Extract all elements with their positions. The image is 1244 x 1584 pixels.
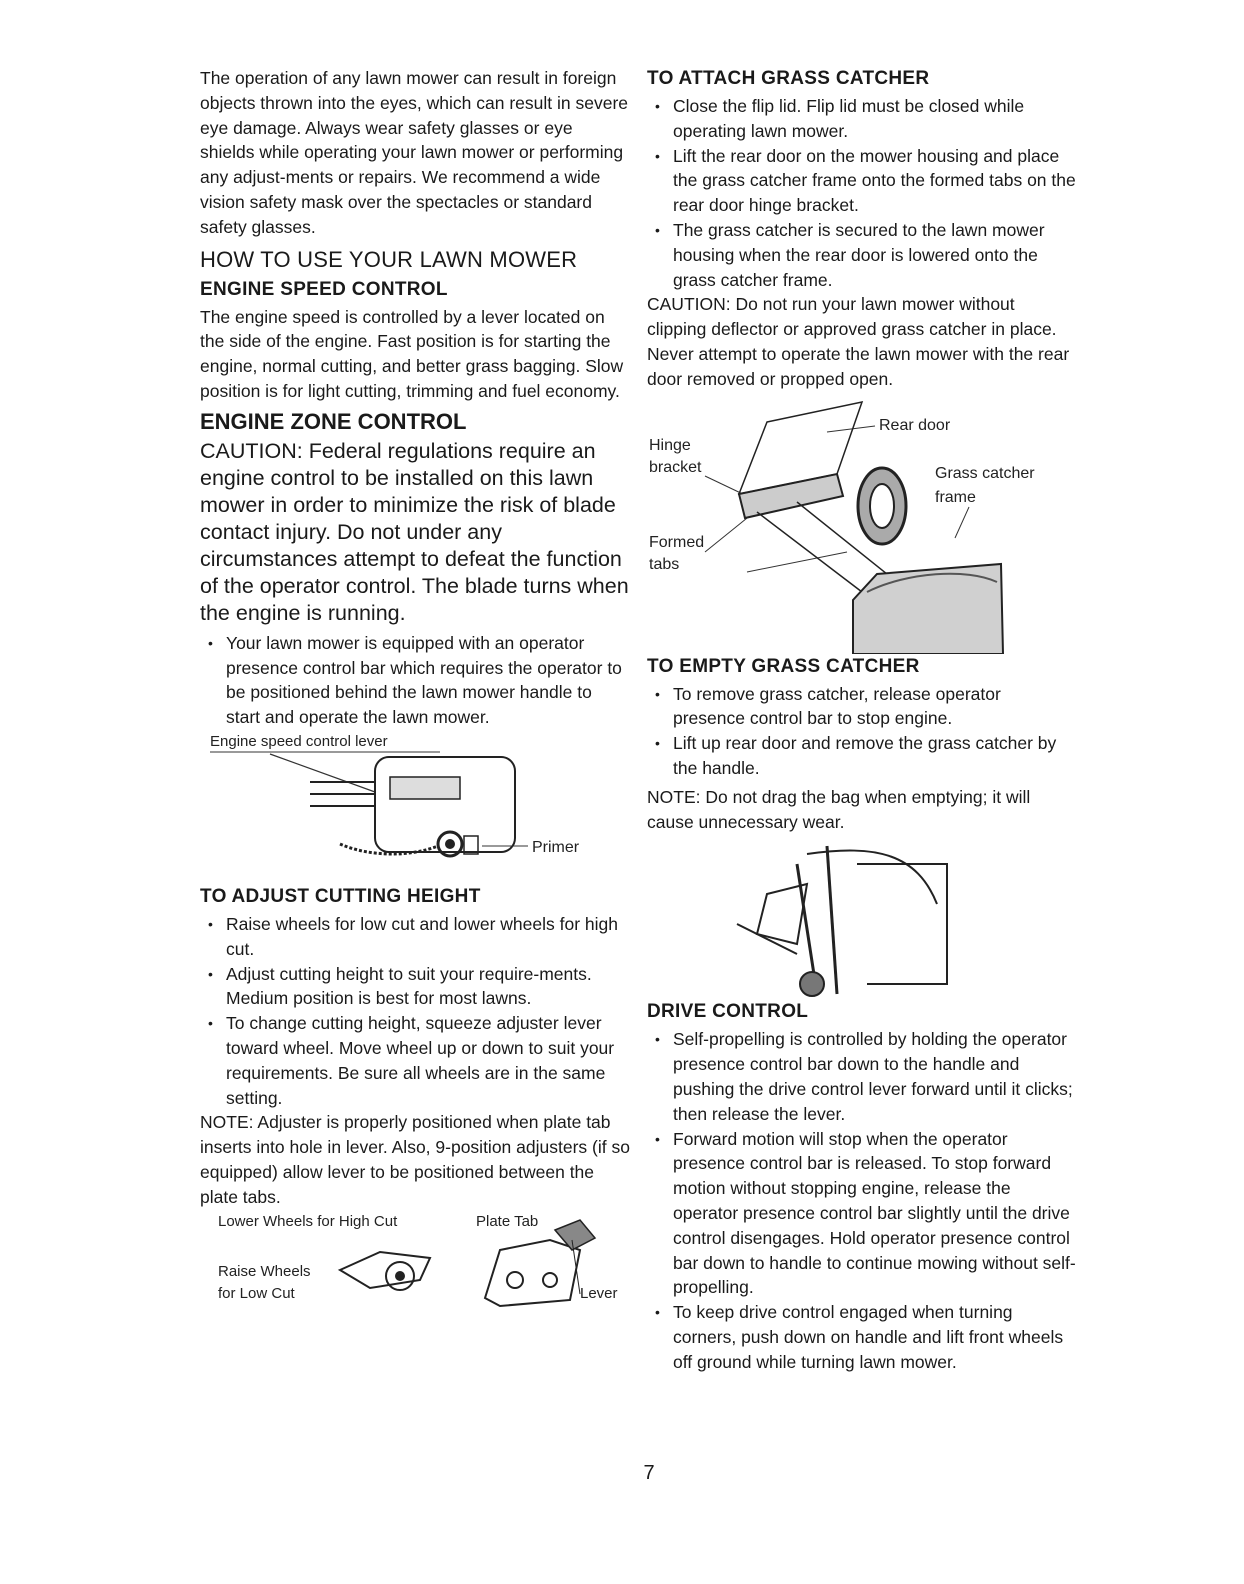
caution-label: CAUTION: [647,294,731,315]
wheel-adjuster-illustration [200,1210,630,1320]
frame-label: frame [935,488,976,506]
tabs-label: tabs [649,555,680,573]
adjust-height-list [200,912,630,1110]
note-text: Adjuster is properly positioned when plate tab inserts into hole in lever. Also, 9-position adjusters (if so equipped) allow lever to be positioned between the plate tabs. [200,1112,630,1207]
hinge-label: Hinge [649,436,691,454]
list-item: • Close the flip lid. Flip lid must be closed while operating lawn mower. [647,94,1077,144]
engine-zone-list [200,631,630,730]
empty-note [647,785,1077,835]
empty-catcher-list [647,682,1077,781]
engine-zone-heading: ENGINE ZONE CONTROL [200,408,467,434]
how-to-use-heading: HOW TO USE YOUR LAWN MOWER [200,246,578,272]
lever-label: Lever [580,1284,618,1302]
list-item: • The grass catcher is secured to the lawn mower housing when the rear door is lowered onto the grass catcher frame. [647,218,1077,292]
caution-label: CAUTION: [200,438,303,463]
handle-illustration [647,834,1077,999]
list-item: • Lift up rear door and remove the grass catcher by the handle. [647,731,1077,781]
formed-label: Formed [649,533,705,551]
empty-catcher-figure [647,834,1077,999]
left-column [200,66,630,1320]
note-text: Do not drag the bag when emptying; it will cause unnecessary wear. [647,786,1031,832]
attach-catcher-list [647,94,1077,292]
engine-zone-caution [200,438,630,627]
lower-wheels-label: Lower Wheels for High Cut [218,1212,398,1230]
engine-speed-text: The engine speed is controlled by a lever located on the side of the engine. Fast position is for starting the engine, normal cutting, and better grass bagging. Slow position is for light cutting, trimming and fuel economy. [200,306,624,401]
list-item: • To keep drive control engaged when turning corners, push down on handle and lift front wheels off ground while turning lawn mower. [647,1300,1077,1374]
engine-speed-lever-label: Engine speed control lever [210,732,388,750]
empty-catcher-heading: TO EMPTY GRASS CATCHER [647,655,920,677]
list-item: • To change cutting height, squeeze adjuster lever toward wheel. Move wheel up or down to suit your requirements. Be sure all wheels are in the same setting. [200,1011,630,1110]
adjust-height-heading: TO ADJUST CUTTING HEIGHT [200,885,481,907]
adjust-note [200,1110,630,1209]
rear-door-label: Rear door [879,416,951,434]
caution-text: Do not run your lawn mower without clipping deflector or approved grass catcher in place. Never attempt to operate the lawn mower with the rear door removed or propped open. [647,294,1070,389]
right-column [647,66,1077,1375]
note-label: NOTE: [200,1112,254,1133]
engine-speed-heading: ENGINE SPEED CONTROL [200,278,448,300]
drive-control-list [647,1027,1077,1374]
bracket-label: bracket [649,458,702,476]
list-item: • Forward motion will stop when the operator presence control bar is released. To stop forward motion without stopping engine, release the operator presence control bar slightly until the drive control disengages. Hold operator presence control bar down to handle to continue mowing without self-propelling. [647,1127,1077,1301]
safety-intro: The operation of any lawn mower can result in foreign objects thrown into the eyes, which can result in severe eye damage. Always wear safety glasses or eye shields while operating your lawn mower or performing any adjust-ments or repairs. We recommend a wide vision safety mask over the spectacles or standard safety glasses. [200,68,628,237]
engine-control-illustration [200,732,620,882]
attach-caution [647,292,1077,391]
list-item: • Adjust cutting height to suit your require-ments. Medium position is best for most lawns. [200,962,630,1012]
plate-tab-label: Plate Tab [476,1212,539,1230]
wheel-adjuster-figure [200,1210,630,1320]
low-cut-label: for Low Cut [218,1284,295,1302]
list-item: • Your lawn mower is equipped with an operator presence control bar which requires the operator to be positioned behind the lawn mower handle to start and operate the lawn mower. [200,631,630,730]
raise-wheels-label: Raise Wheels [218,1262,311,1280]
primer-label: Primer [532,838,580,856]
drive-control-heading: DRIVE CONTROL [647,1001,809,1023]
page-number: 7 [643,1462,655,1484]
grass-catcher-figure [647,392,1077,654]
list-item: • Raise wheels for low cut and lower wheels for high cut. [200,912,630,962]
list-item: • Self-propelling is controlled by holding the operator presence control bar down to the handle and pushing the drive control lever forward until it clicks; then release the lever. [647,1027,1077,1126]
engine-control-figure [200,732,630,882]
attach-catcher-heading: TO ATTACH GRASS CATCHER [647,68,930,89]
caution-text: Federal regulations require an engine control to be installed on this lawn mower in order to minimize the risk of blade contact injury. Do not under any circumstances attempt to defeat the function of the operator control. The blade turns when the engine is running. [200,438,629,625]
grass-catcher-illustration [647,392,1077,654]
catcher-label: Grass catcher [935,464,1035,482]
list-item: • To remove grass catcher, release operator presence control bar to stop engine. [647,682,1077,732]
note-label: NOTE: [647,786,701,807]
list-item: • Lift the rear door on the mower housing and place the grass catcher frame onto the formed tabs on the rear door hinge bracket. [647,144,1077,218]
